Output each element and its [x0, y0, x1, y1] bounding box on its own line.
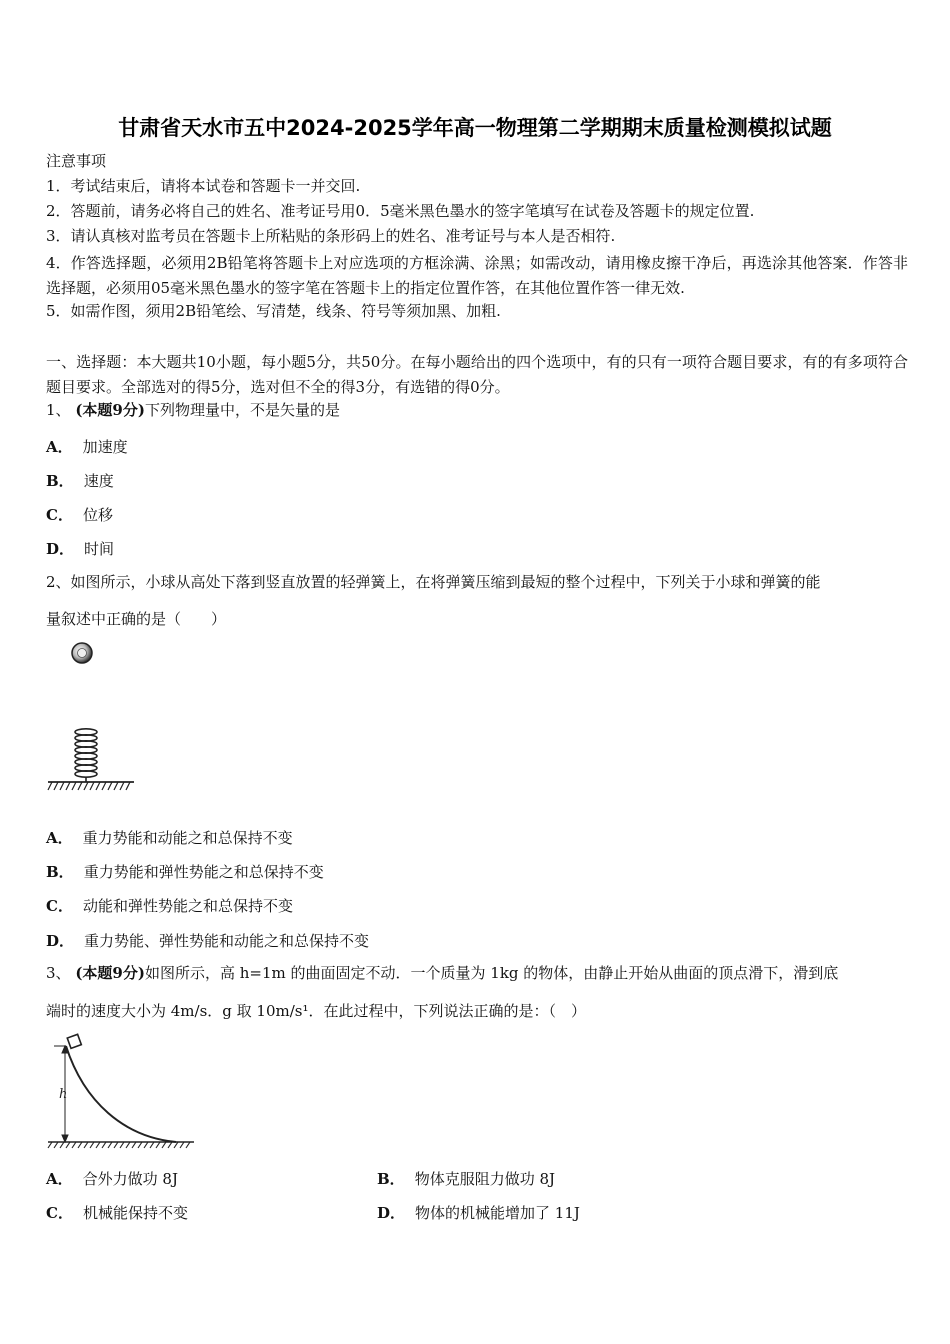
question-1-option-a: A． 加速度	[46, 438, 128, 456]
curved-slope-figure	[44, 1032, 204, 1152]
question-3-option-c: C． 机械能保持不变	[46, 1204, 188, 1222]
question-2-stem-line-1: 2、如图所示，小球从高处下落到竖直放置的轻弹簧上，在将弹簧压缩到最短的整个过程中，下列关于小球和弹簧的能	[46, 573, 821, 591]
height-label: h	[59, 1087, 68, 1102]
question-3-option-b: B． 物体克服阻力做功 8J	[377, 1170, 556, 1188]
notice-item-2: 2．答题前，请务必将自己的姓名、准考证号用0．5毫米黑色墨水的签字笔填写在试卷及答题卡的规定位置.	[46, 202, 755, 220]
question-2-option-b: B． 重力势能和弹性势能之和总保持不变	[46, 863, 324, 881]
ground-hatching	[48, 1142, 194, 1148]
question-2-option-d: D． 重力势能、弹性势能和动能之和总保持不变	[46, 932, 370, 950]
question-3-option-d: D． 物体的机械能增加了 11J	[377, 1204, 580, 1222]
question-1-stem	[46, 400, 340, 420]
question-3-number: 3、	[46, 964, 71, 982]
block-icon	[67, 1034, 81, 1048]
curve-surface	[66, 1046, 176, 1142]
section-intro: 一、选择题：本大题共10小题，每小题5分，共50分。在每小题给出的四个选项中，有的只有一项符合题目要求，有的有多项符合题目要求。全部选对的得5分，选对但不全的得3分，有选错的得0分。	[46, 353, 908, 396]
question-1-number: 1、	[46, 401, 71, 419]
question-3-tag: (本题9分)	[75, 964, 145, 982]
page-title: 甘肃省天水市五中2024-2025学年高一物理第二学期期末质量检测模拟试题	[118, 116, 832, 140]
question-2-stem-line-2: 量叙述中正确的是（ ）	[46, 610, 227, 628]
notice-heading: 注意事项	[46, 152, 107, 170]
question-3-text: 如图所示，高 h=1m 的曲面固定不动．一个质量为 1kg 的物体，由静止开始从曲面的顶点滑下，滑到底	[144, 964, 839, 982]
notice-item-3: 3．请认真核对监考员在答题卡上所粘贴的条形码上的姓名、准考证号与本人是否相符.	[46, 227, 616, 245]
question-2-option-a: A． 重力势能和动能之和总保持不变	[46, 829, 293, 847]
notice-item-1: 1．考试结束后，请将本试卷和答题卡一并交回.	[46, 177, 361, 195]
question-1-text: 下列物理量中，不是矢量的是	[144, 401, 340, 419]
spring-icon	[75, 729, 97, 782]
question-2-option-c: C． 动能和弹性势能之和总保持不变	[46, 897, 293, 915]
question-3-option-a: A． 合外力做功 8J	[46, 1170, 178, 1188]
ball-spring-figure	[44, 640, 144, 795]
question-1-tag: (本题9分)	[75, 401, 145, 419]
ground-hatching	[48, 782, 134, 790]
question-1-option-b: B． 速度	[46, 472, 114, 490]
notice-item-5: 5．如需作图，须用2B铅笔绘、写清楚，线条、符号等须加黑、加粗.	[46, 302, 501, 320]
question-1-option-d: D． 时间	[46, 540, 115, 558]
question-3-stem-line-2: 端时的速度大小为 4m/s．g 取 10m/s¹．在此过程中，下列说法正确的是：（ ）	[46, 1002, 587, 1020]
notice-item-4: 4．作答选择题，必须用2B铅笔将答题卡上对应选项的方框涂满、涂黑；如需改动，请用橡皮擦干净后，再选涂其他答案．作答非选择题，必须用05毫米黑色墨水的签字笔在答题卡上的指定位置作答，在其他位置作答一律无效.	[46, 254, 908, 297]
question-3-stem-line-1	[46, 963, 838, 983]
question-1-option-c: C． 位移	[46, 506, 113, 524]
